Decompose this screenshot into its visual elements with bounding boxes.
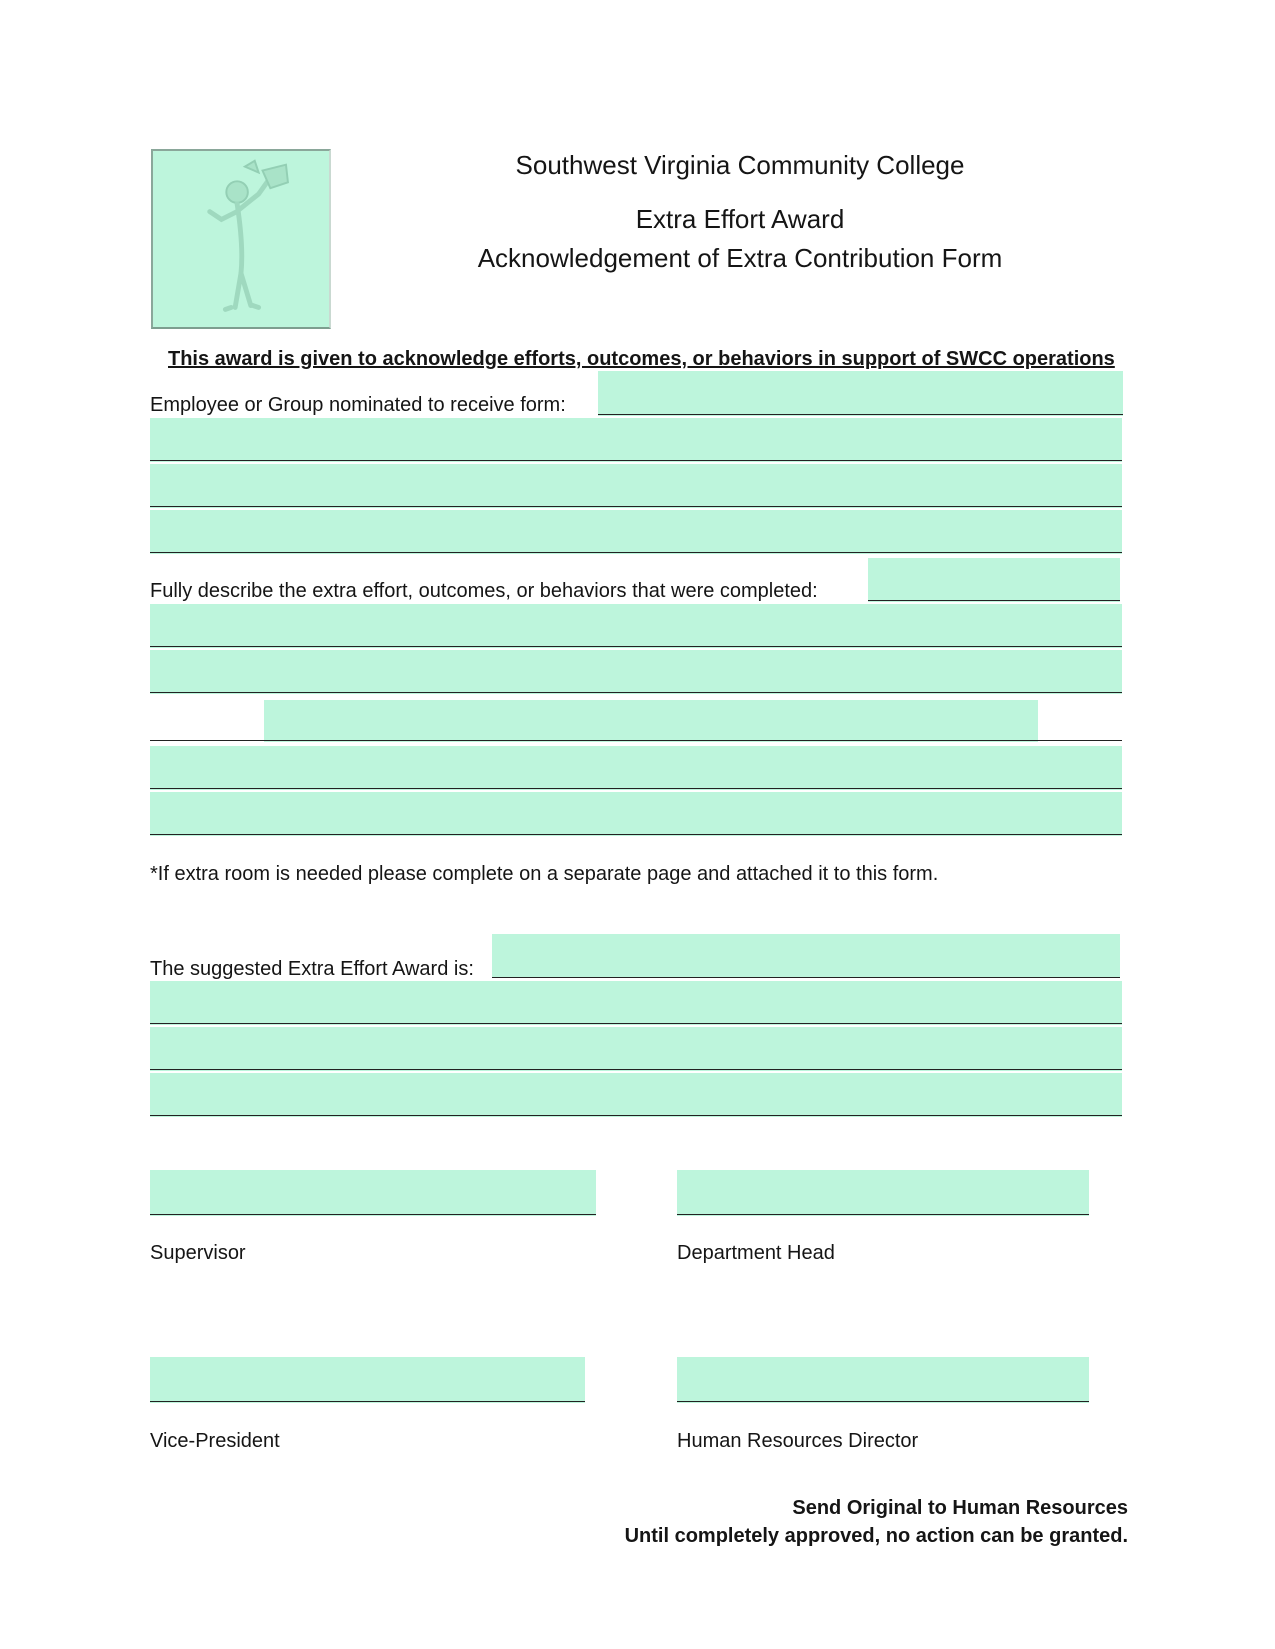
underline bbox=[150, 1214, 596, 1215]
underline bbox=[150, 692, 1122, 693]
describe-line-5[interactable] bbox=[150, 792, 1122, 836]
underline bbox=[150, 1115, 1122, 1116]
underline bbox=[677, 1214, 1089, 1215]
college-award-logo bbox=[151, 149, 331, 329]
department-head-signature-field[interactable] bbox=[677, 1170, 1089, 1216]
nominee-underline bbox=[598, 414, 1123, 415]
nominee-label: Employee or Group nominated to receive form: bbox=[150, 394, 566, 416]
nominee-line-2[interactable] bbox=[150, 464, 1122, 508]
suggested-line-1[interactable] bbox=[150, 981, 1122, 1025]
underline bbox=[492, 977, 1120, 978]
suggested-line-2[interactable] bbox=[150, 1027, 1122, 1071]
underline bbox=[150, 506, 1122, 507]
award-name: Extra Effort Award bbox=[635, 204, 845, 234]
suggested-award-label: The suggested Extra Effort Award is: bbox=[150, 958, 474, 980]
footer-approval-note: Until completely approved, no action can be granted. bbox=[624, 1525, 1128, 1547]
nominee-line-3[interactable] bbox=[150, 510, 1122, 554]
underline bbox=[150, 1401, 585, 1402]
form-title: Acknowledgement of Extra Contribution Form bbox=[477, 243, 1003, 273]
underline bbox=[150, 552, 1122, 553]
suggested-award-field[interactable] bbox=[492, 934, 1120, 978]
supervisor-label: Supervisor bbox=[150, 1242, 246, 1264]
vice-president-signature-field[interactable] bbox=[150, 1357, 585, 1403]
describe-line-2[interactable] bbox=[150, 650, 1122, 694]
underline bbox=[150, 740, 1122, 741]
hr-director-signature-field[interactable] bbox=[677, 1357, 1089, 1403]
describe-label: Fully describe the extra effort, outcomes, or behaviors that were completed: bbox=[150, 580, 818, 602]
underline bbox=[150, 1023, 1122, 1024]
suggested-line-3[interactable] bbox=[150, 1073, 1122, 1117]
college-name: Southwest Virginia Community College bbox=[515, 150, 965, 180]
underline bbox=[150, 1069, 1122, 1070]
describe-line-4[interactable] bbox=[150, 746, 1122, 790]
underline bbox=[150, 460, 1122, 461]
describe-line-3[interactable] bbox=[264, 700, 1038, 742]
underline bbox=[868, 600, 1120, 601]
nominee-field[interactable] bbox=[598, 371, 1123, 416]
award-tagline: This award is given to acknowledge efforts, outcomes, or behaviors in support of SWCC operations bbox=[168, 348, 1115, 370]
department-head-label: Department Head bbox=[677, 1242, 835, 1264]
underline bbox=[150, 834, 1122, 835]
underline bbox=[150, 788, 1122, 789]
supervisor-signature-field[interactable] bbox=[150, 1170, 596, 1216]
underline bbox=[677, 1401, 1089, 1402]
trophy-figure-icon bbox=[153, 151, 329, 327]
footer-send-original: Send Original to Human Resources bbox=[792, 1497, 1128, 1519]
vice-president-label: Vice-President bbox=[150, 1430, 280, 1452]
nominee-line-1[interactable] bbox=[150, 418, 1122, 462]
extra-room-note: *If extra room is needed please complete on a separate page and attached it to this form. bbox=[150, 863, 939, 885]
hr-director-label: Human Resources Director bbox=[677, 1430, 919, 1452]
describe-field[interactable] bbox=[868, 558, 1120, 602]
underline bbox=[150, 646, 1122, 647]
describe-line-1[interactable] bbox=[150, 604, 1122, 648]
